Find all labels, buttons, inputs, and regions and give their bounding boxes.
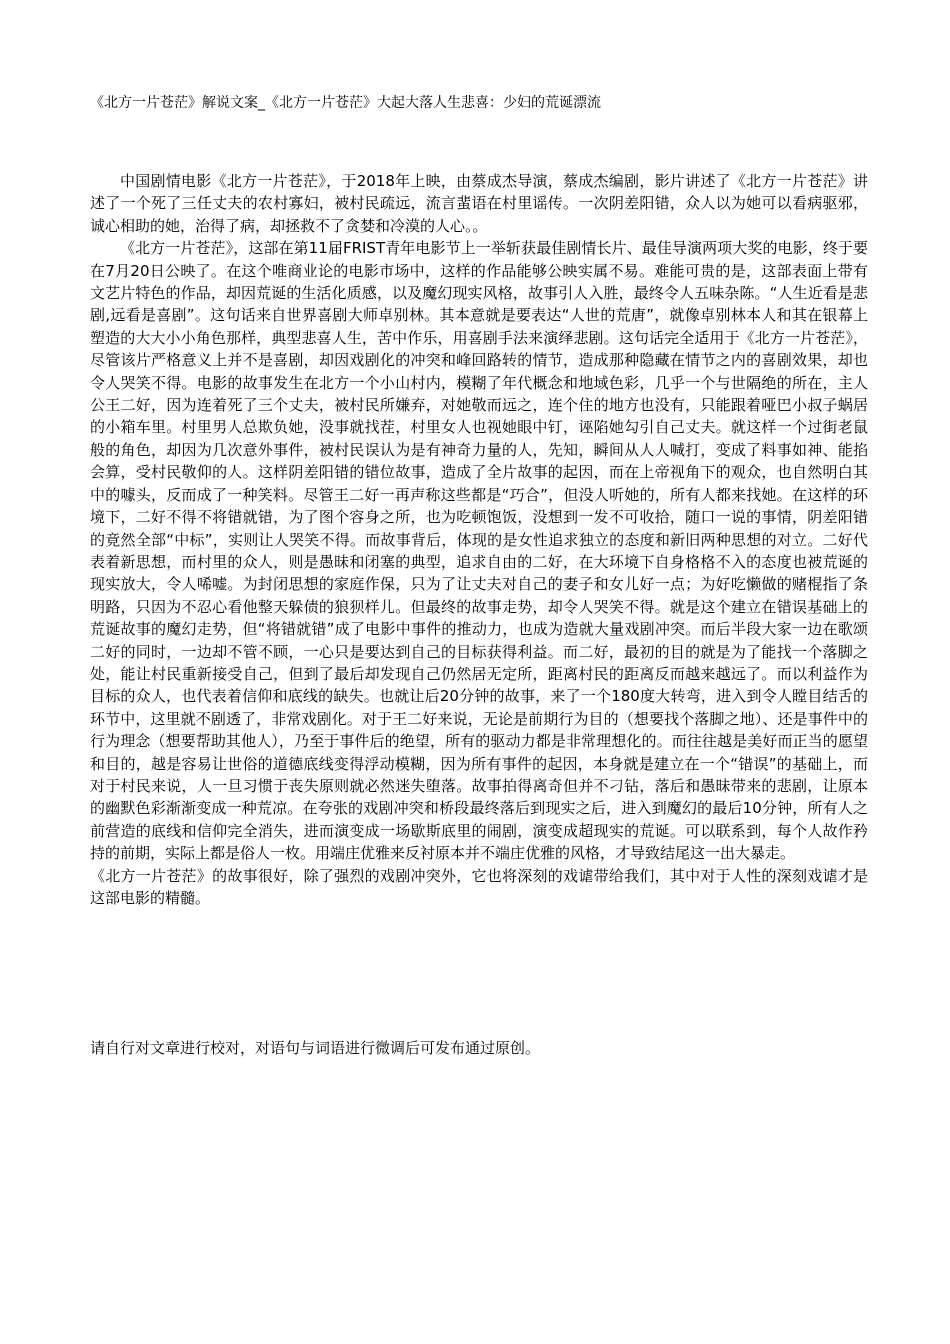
document-title: 《北方一片苍茫》解说文案_《北方一片苍茫》大起大落人生悲喜：少妇的荒诞漂流 [90,95,601,111]
footer-note: 请自行对文章进行校对，对语句与词语进行微调后可发布通过原创。 [90,1039,541,1057]
paragraph-intro: 中国剧情电影《北方一片苍茫》，于2018年上映，由蔡成杰导演，蔡成杰编剧，影片讲述了《北方一片苍茫》讲述了一个死了三任丈夫的农村寡妇，被村民疏远，流言蜚语在村里谣传。一次阴差阳错，众人以为她可以看病驱邪，诚心相助的她，治得了病，却拯救不了贪婪和冷漠的人心。。 [90,172,868,235]
paragraph-conclusion: 《北方一片苍茫》的故事很好，除了强烈的戏剧冲突外，它也将深刻的戏谑带给我们，其中对于人性的深刻戏谑才是这部电影的精髓。 [90,866,868,907]
paragraph-review: 《北方一片苍茫》，这部在第11届FRIST青年电影节上一举斩获最佳剧情长片、最佳导演两项大奖的电影，终于要在7月20日公映了。在这个唯商业论的电影市场中，这样的作品能够公映实属不易。难能可贵的是，这部表面上带有文艺片特色的作品，却因荒诞的生活化质感，以及魔幻现实风格，故事引人入胜，最终令人五味杂陈。“人生近看是悲剧,远看是喜剧”。这句话来自世界喜剧大师卓别林。其本意就是要表达“人世的荒唐”，就像卓别林本人和其在银幕上塑造的大大小小角色那样，典型悲喜人生，苦中作乐，用喜剧手法来演绎悲剧。这句话完全适用于《北方一片苍茫》，尽管该片严格意义上并不是喜剧，却因戏剧化的冲突和峰回路转的情节，造成那种隐藏在情节之内的喜剧效果，却也令人哭笑不得。电影的故事发生在北方一个小山村内，模糊了年代概念和地域色彩，几乎一个与世隔绝的所在，主人公王二好，因为连着死了三个丈夫，被村民所嫌弃，对她敬而远之，连个住的地方也没有，只能跟着哑巴小叔子蜗居的小箱车里。村里男人总欺负她，没事就找茬，村里女人也视她眼中钉，诬陷她勾引自己丈夫。就这样一个过街老鼠般的角色，却因为几次意外事件，被村民误认为是有神奇力量的人，先知，瞬间从人人喊打，变成了料事如神、能掐会算，受村民敬仰的人。这样阴差阳错的错位故事，造成了全片故事的起因，而在上帝视角下的观众，也自然明白其中的噱头，反而成了一种笑料。尽管王二好一再声称这些都是“巧合”，但没人听她的，所有人都来找她。在这样的环境下，二好不得不将错就错，为了图个容身之所，也为吃顿饱饭，没想到一发不可收拾，随口一说的事情，阴差阳错的竟然全部“中标”，实则让人哭笑不得。而故事背后，体现的是女性追求独立的态度和新旧两种思想的对立。二好代表着新思想，而村里的众人，则是愚昧和闭塞的典型，追求自由的二好，在大环境下自身格格不入的态度也被荒诞的现实放大，令人唏嘘。为封闭思想的家庭作保，只为了让丈夫对自己的妻子和女儿好一点；为好吃懒做的赌棍指了条明路，只因为不忍心看他整天躲债的狼狈样儿。但最终的故事走势，却令人哭笑不得。就是这个建立在错误基础上的荒诞故事的魔幻走势，但“将错就错”成了电影中事件的推动力，也成为造就大量戏剧冲突。而后半段大家一边在歌颂二好的同时，一边却不管不顾，一心只是要达到自己的目标获得利益。而二好，最初的目的就是为了能找一个落脚之处，能让村民重新接受自己，但到了最后却发现自己仍然居无定所，距离村民的距离反而越来越远了。而以利益作为目标的众人，也代表着信仰和底线的缺失。也就让后20分钟的故事，来了一个180度大转弯，进入到令人瞠目结舌的环节中，这里就不剧透了，非常戏剧化。对于王二好来说，无论是前期行为目的（想要找个落脚之地）、还是事件中的行为理念（想要帮助其他人），乃至于事件后的绝望，所有的驱动力都是非常理想化的。而往往越是美好而正当的愿望和目的，越是容易让世俗的道德底线变得浮动模糊，因为所有事件的起因，本身就是建立在一个“错误”的基础上，而对于村民来说，人一旦习惯于丧失原则就必然迷失堕落。故事拍得离奇但并不刁钻，落后和愚昧带来的悲剧，让原本的幽默色彩渐渐变成一种荒凉。在夸张的戏剧冲突和桥段最终落后到现实之后，进入到魔幻的最后10分钟，所有人之前营造的底线和信仰完全消失，进而演变成一场歇斯底里的闹剧，演变成超现实的荒诞。可以联系到，每个人故作矜持的前期，实际上都是俗人一枚。用端庄优雅来反衬原本并不端庄优雅的风格，才导致结尾这一出大暴走。 [90,239,868,863]
article-body [90,170,868,909]
